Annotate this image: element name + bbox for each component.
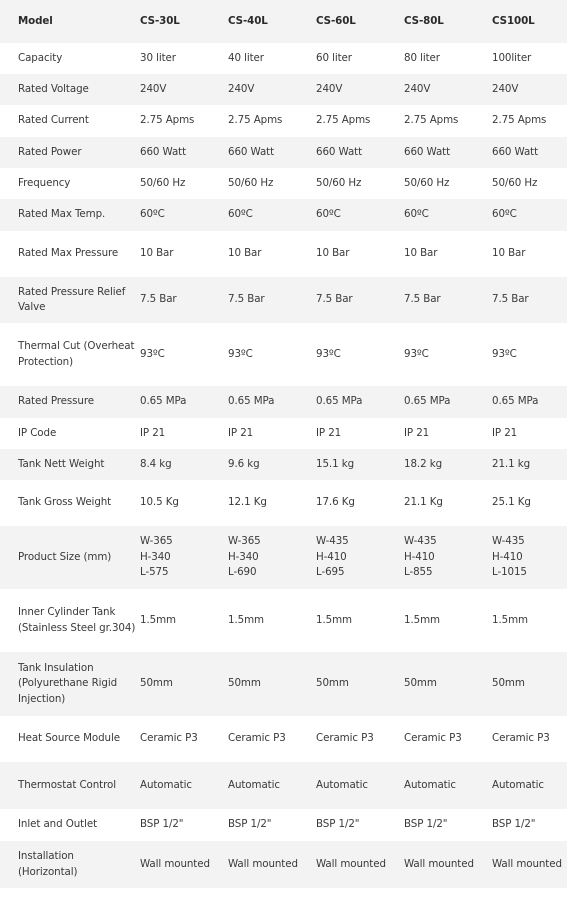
spec-value: 660 Watt <box>228 137 316 168</box>
table-row <box>0 652 567 716</box>
spec-value-line: L-690 <box>228 566 257 579</box>
spec-value: BSP 1/2" <box>316 809 404 841</box>
spec-value-line: L-695 <box>316 566 345 579</box>
table-row <box>0 74 567 105</box>
row-label: Heat Source Module <box>0 716 140 762</box>
spec-value: 7.5 Bar <box>404 277 492 323</box>
table-row <box>0 199 567 231</box>
header-cell-model: CS-60L <box>316 0 404 43</box>
spec-value: 0.65 MPa <box>228 386 316 418</box>
spec-value: 0.65 MPa <box>404 386 492 418</box>
spec-value: 80 liter <box>404 43 492 74</box>
spec-value: 660 Watt <box>404 137 492 168</box>
spec-value: Ceramic P3 <box>140 716 228 762</box>
spec-value-line: H-340 <box>140 550 171 563</box>
spec-value: Wall mounted <box>316 841 404 888</box>
spec-value: 660 Watt <box>492 137 567 168</box>
spec-value: Wall mounted <box>492 841 567 888</box>
table-row <box>0 137 567 168</box>
spec-value: Automatic <box>316 762 404 809</box>
spec-value: 93ºC <box>228 323 316 386</box>
spec-value: 60ºC <box>492 199 567 231</box>
spec-value: 60ºC <box>404 199 492 231</box>
row-label: Inlet and Outlet <box>0 809 140 841</box>
table-row <box>0 762 567 809</box>
table-row <box>0 231 567 277</box>
spec-value: 2.75 Apms <box>140 105 228 137</box>
table-row <box>0 449 567 480</box>
spec-table-body <box>0 43 567 888</box>
row-label: Rated Voltage <box>0 74 140 105</box>
header-cell-label: Model <box>0 0 140 43</box>
spec-value: 1.5mm <box>140 589 228 652</box>
table-row <box>0 841 567 888</box>
spec-value: 30 liter <box>140 43 228 74</box>
table-row <box>0 480 567 526</box>
table-row <box>0 105 567 137</box>
spec-value: 60ºC <box>140 199 228 231</box>
spec-value: 93ºC <box>404 323 492 386</box>
spec-value: 50/60 Hz <box>492 168 567 199</box>
spec-value <box>404 526 492 589</box>
spec-value: 60ºC <box>228 199 316 231</box>
spec-value <box>140 526 228 589</box>
row-label: Product Size (mm) <box>0 526 140 589</box>
row-label: Frequency <box>0 168 140 199</box>
spec-value: 12.1 Kg <box>228 480 316 526</box>
table-row <box>0 418 567 449</box>
spec-value: 10 Bar <box>404 231 492 277</box>
row-label: Rated Max Pressure <box>0 231 140 277</box>
spec-value-line: H-340 <box>228 550 259 563</box>
row-label: Inner Cylinder Tank (Stainless Steel gr.304) <box>0 589 140 652</box>
row-label: Installation (Horizontal) <box>0 841 140 888</box>
spec-value: 50mm <box>404 652 492 716</box>
spec-value: 15.1 kg <box>316 449 404 480</box>
spec-value: BSP 1/2" <box>228 809 316 841</box>
spec-value: Ceramic P3 <box>404 716 492 762</box>
spec-value-line: W-435 <box>492 535 525 548</box>
header-cell-model: CS-40L <box>228 0 316 43</box>
spec-value: 50/60 Hz <box>228 168 316 199</box>
spec-value-line: L-855 <box>404 566 433 579</box>
spec-value: 7.5 Bar <box>316 277 404 323</box>
spec-value: 1.5mm <box>316 589 404 652</box>
spec-value: 7.5 Bar <box>140 277 228 323</box>
row-label: Rated Max Temp. <box>0 199 140 231</box>
spec-value: 7.5 Bar <box>492 277 567 323</box>
table-row <box>0 589 567 652</box>
spec-value: 10 Bar <box>492 231 567 277</box>
row-label: Thermostat Control <box>0 762 140 809</box>
spec-value: 60ºC <box>316 199 404 231</box>
spec-value: 93ºC <box>316 323 404 386</box>
spec-value: Ceramic P3 <box>316 716 404 762</box>
row-label: Rated Current <box>0 105 140 137</box>
spec-value <box>228 526 316 589</box>
spec-value: 2.75 Apms <box>404 105 492 137</box>
spec-value: 0.65 MPa <box>492 386 567 418</box>
spec-value: 2.75 Apms <box>316 105 404 137</box>
spec-value: 60 liter <box>316 43 404 74</box>
spec-value: 50mm <box>316 652 404 716</box>
spec-value <box>492 526 567 589</box>
spec-value: BSP 1/2" <box>492 809 567 841</box>
table-row <box>0 716 567 762</box>
header-cell-model: CS-80L <box>404 0 492 43</box>
spec-value: IP 21 <box>404 418 492 449</box>
spec-value: 660 Watt <box>316 137 404 168</box>
spec-value: 50/60 Hz <box>404 168 492 199</box>
table-row <box>0 277 567 323</box>
spec-value: 8.4 kg <box>140 449 228 480</box>
row-label: Tank Insulation (Polyurethane Rigid Injection) <box>0 652 140 716</box>
spec-value: Wall mounted <box>228 841 316 888</box>
row-label: IP Code <box>0 418 140 449</box>
spec-value: 18.2 kg <box>404 449 492 480</box>
spec-value: 17.6 Kg <box>316 480 404 526</box>
header-row <box>0 0 567 43</box>
spec-value: Automatic <box>228 762 316 809</box>
spec-value: 1.5mm <box>492 589 567 652</box>
spec-value: 50/60 Hz <box>140 168 228 199</box>
spec-value: 50mm <box>492 652 567 716</box>
spec-value: Ceramic P3 <box>228 716 316 762</box>
spec-value: Wall mounted <box>140 841 228 888</box>
spec-value: 9.6 kg <box>228 449 316 480</box>
spec-value: 50mm <box>140 652 228 716</box>
spec-value-line: L-575 <box>140 566 169 579</box>
spec-value: IP 21 <box>316 418 404 449</box>
spec-value <box>316 526 404 589</box>
spec-value: 2.75 Apms <box>492 105 567 137</box>
spec-value: BSP 1/2" <box>404 809 492 841</box>
spec-value: 93ºC <box>492 323 567 386</box>
spec-value: IP 21 <box>228 418 316 449</box>
spec-value: Wall mounted <box>404 841 492 888</box>
spec-value: Ceramic P3 <box>492 716 567 762</box>
spec-value: 1.5mm <box>228 589 316 652</box>
row-label: Rated Pressure Relief Valve <box>0 277 140 323</box>
spec-value: 50/60 Hz <box>316 168 404 199</box>
spec-value: Automatic <box>492 762 567 809</box>
spec-value: 50mm <box>228 652 316 716</box>
spec-value: 240V <box>492 74 567 105</box>
spec-value: IP 21 <box>140 418 228 449</box>
spec-value-line: W-435 <box>316 535 349 548</box>
row-label: Tank Gross Weight <box>0 480 140 526</box>
table-row <box>0 526 567 589</box>
spec-value: 100liter <box>492 43 567 74</box>
spec-value: Automatic <box>404 762 492 809</box>
spec-value: 240V <box>404 74 492 105</box>
spec-value: Automatic <box>140 762 228 809</box>
row-label: Rated Power <box>0 137 140 168</box>
spec-value: 21.1 kg <box>492 449 567 480</box>
spec-value-line: W-365 <box>140 535 173 548</box>
row-label: Rated Pressure <box>0 386 140 418</box>
table-row <box>0 323 567 386</box>
spec-value: 10 Bar <box>140 231 228 277</box>
spec-value: 10 Bar <box>228 231 316 277</box>
row-label: Tank Nett Weight <box>0 449 140 480</box>
row-label: Thermal Cut (Overheat Protection) <box>0 323 140 386</box>
table-row <box>0 168 567 199</box>
table-row <box>0 43 567 74</box>
spec-value: 21.1 Kg <box>404 480 492 526</box>
row-label: Capacity <box>0 43 140 74</box>
spec-value-line: H-410 <box>404 550 435 563</box>
spec-value-line: L-1015 <box>492 566 527 579</box>
spec-table-header <box>0 0 567 43</box>
spec-value: 10.5 Kg <box>140 480 228 526</box>
spec-value-line: H-410 <box>492 550 523 563</box>
header-cell-model: CS-30L <box>140 0 228 43</box>
spec-value: 660 Watt <box>140 137 228 168</box>
spec-value: 240V <box>228 74 316 105</box>
table-row <box>0 386 567 418</box>
spec-value-line: W-435 <box>404 535 437 548</box>
header-cell-model: CS100L <box>492 0 567 43</box>
spec-value: IP 21 <box>492 418 567 449</box>
table-row <box>0 809 567 841</box>
spec-value: 0.65 MPa <box>140 386 228 418</box>
spec-value-line: H-410 <box>316 550 347 563</box>
spec-value: 10 Bar <box>316 231 404 277</box>
spec-value: 40 liter <box>228 43 316 74</box>
spec-value: 240V <box>140 74 228 105</box>
spec-value-line: W-365 <box>228 535 261 548</box>
spec-value: 240V <box>316 74 404 105</box>
spec-value: 25.1 Kg <box>492 480 567 526</box>
spec-value: BSP 1/2" <box>140 809 228 841</box>
spec-value: 1.5mm <box>404 589 492 652</box>
spec-value: 2.75 Apms <box>228 105 316 137</box>
spec-value: 7.5 Bar <box>228 277 316 323</box>
spec-value: 93ºC <box>140 323 228 386</box>
spec-value: 0.65 MPa <box>316 386 404 418</box>
